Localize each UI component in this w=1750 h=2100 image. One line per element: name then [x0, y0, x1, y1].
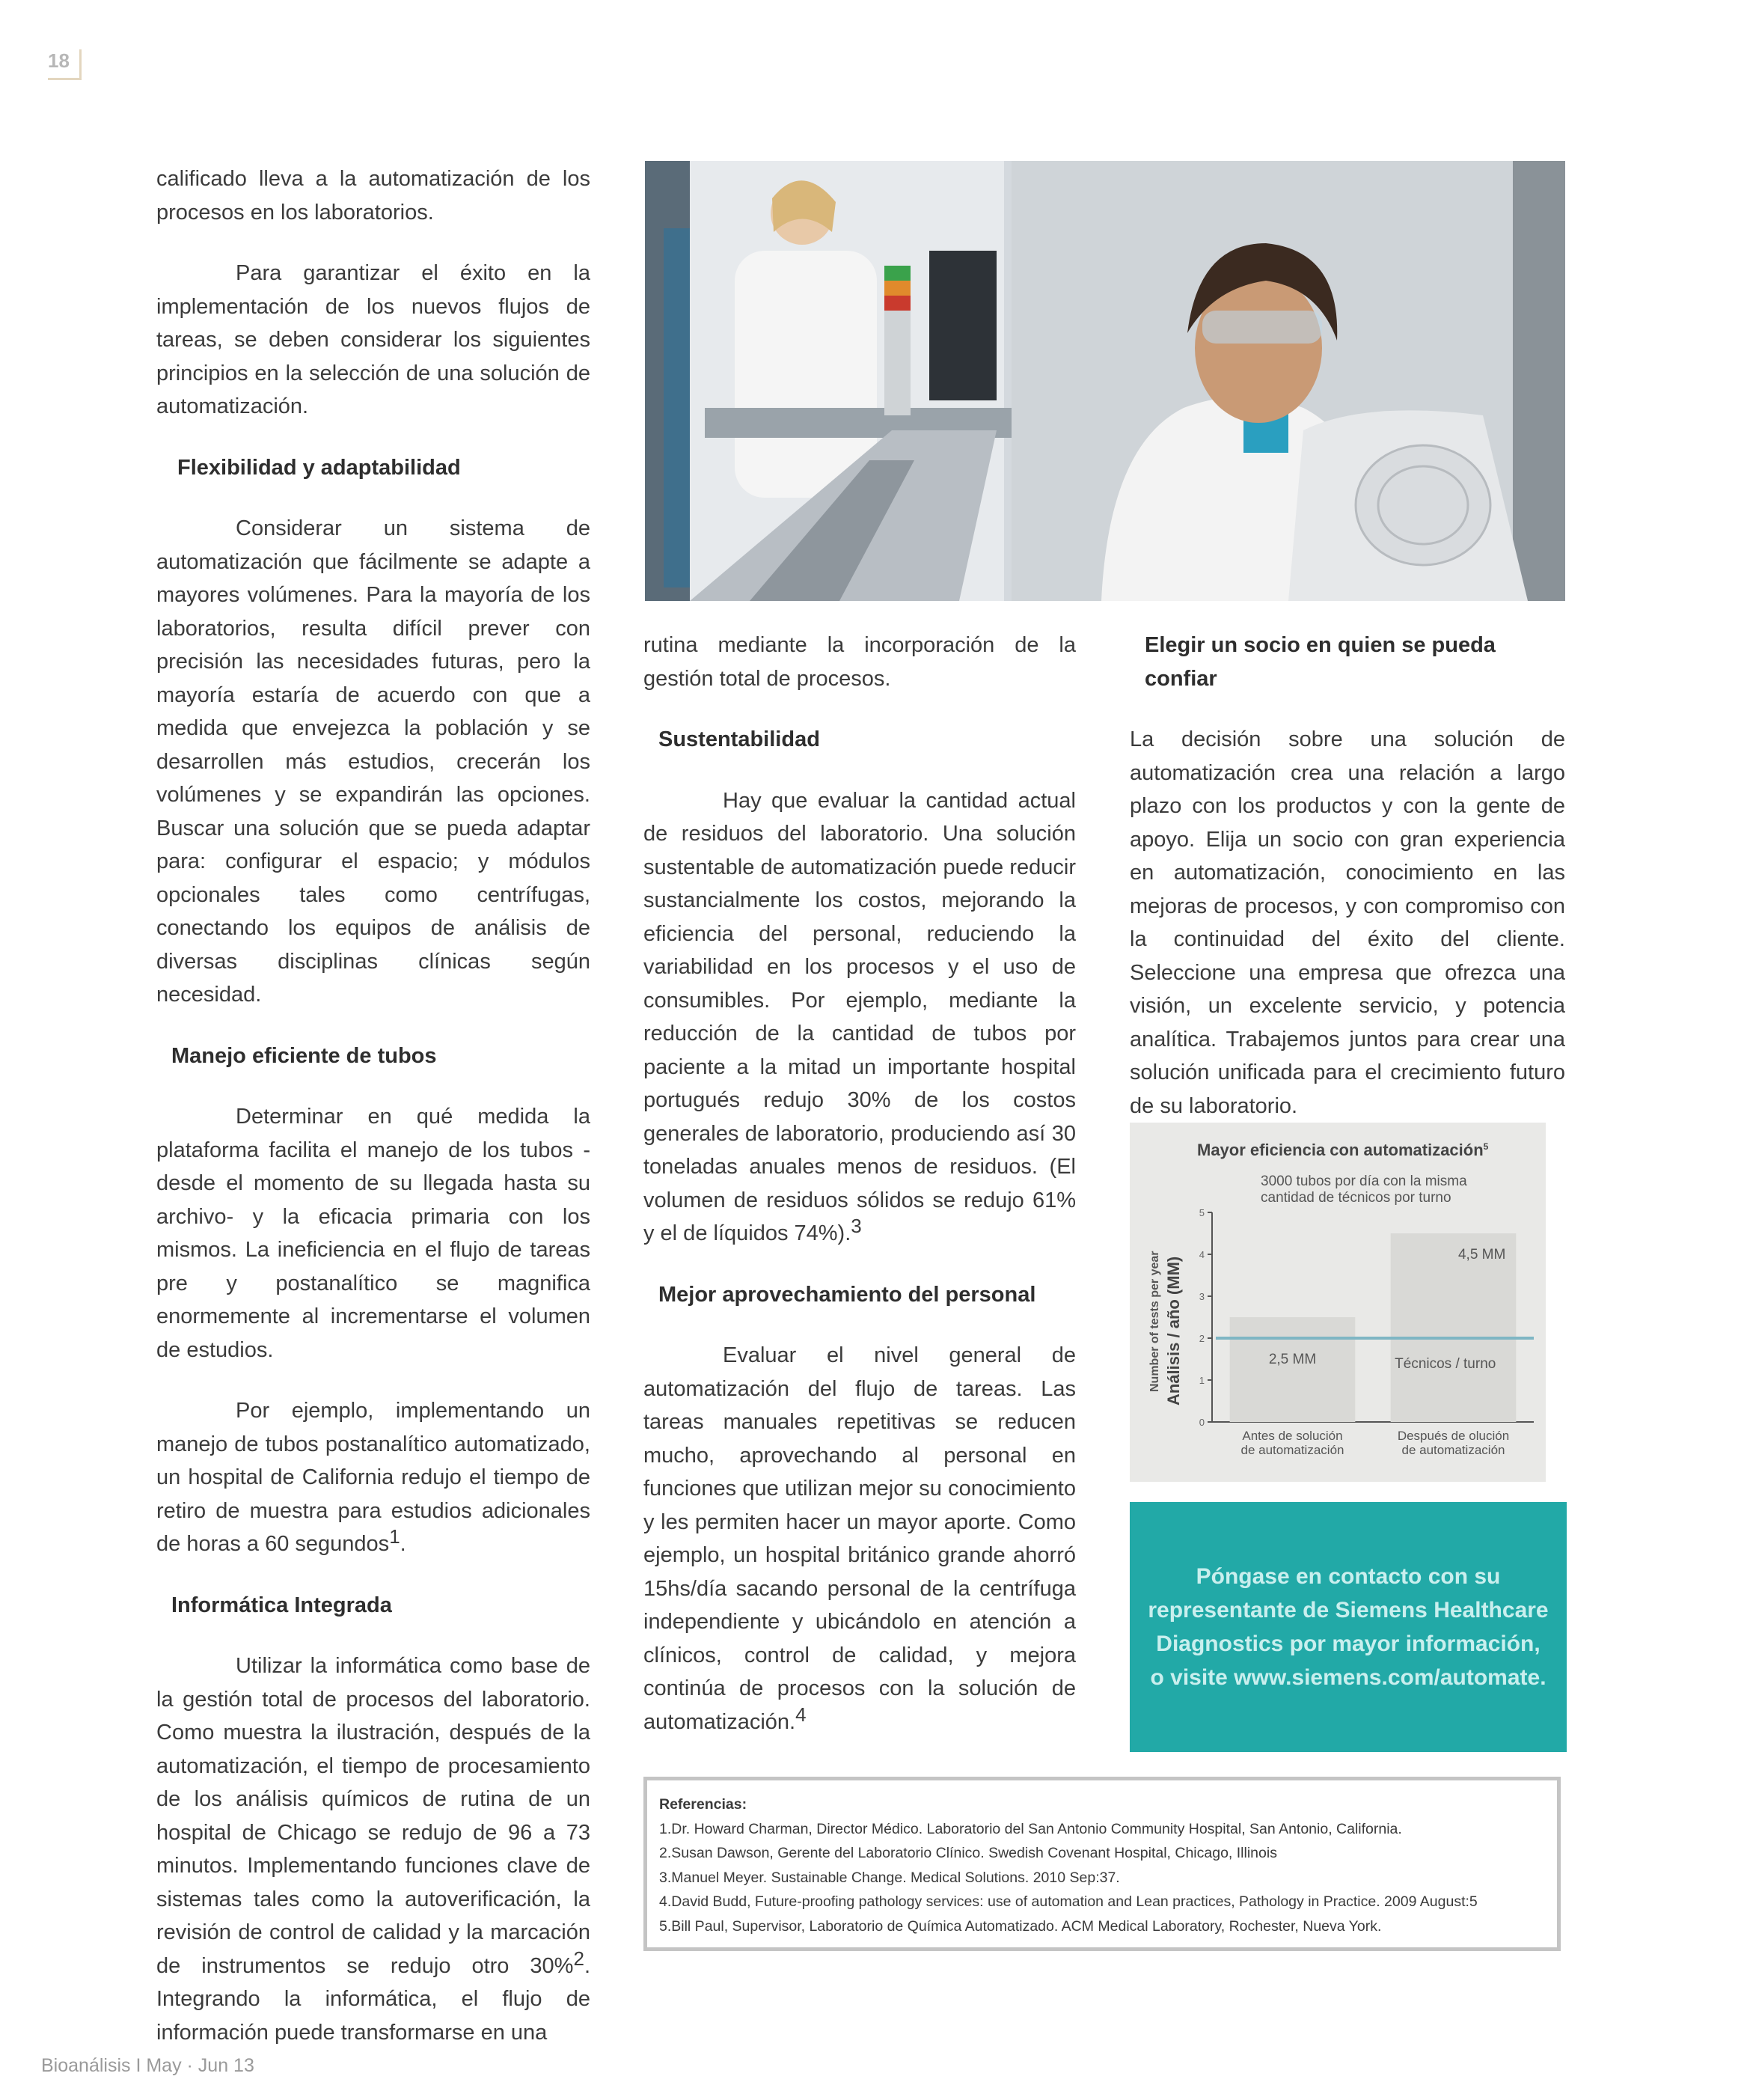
- chart-value-label: 2,5 MM: [1268, 1352, 1317, 1367]
- footer: Bioanálisis I May · Jun 13: [41, 2055, 254, 2076]
- reference-item: 3.Manuel Meyer. Sustainable Change. Medical Solutions. 2010 Sep:37.: [659, 1869, 1120, 1886]
- chart-value-label: 4,5 MM: [1457, 1247, 1506, 1263]
- footnote-4: 4: [795, 1703, 807, 1726]
- paragraph-ejemplo-end: .: [400, 1532, 406, 1556]
- chart-subtitle-line1: 3000 tubos por día con la misma: [1261, 1173, 1467, 1189]
- paragraph-informatica-end: . Integrando la informática, el flujo de información puede transformarse en una: [156, 1953, 590, 2045]
- chart-category-label: de automatización: [1240, 1443, 1344, 1457]
- paragraph-manejo-tubos: Determinar en qué medida la plataforma facilita el manejo de los tubos - desde el momento de su llegada hasta su archivo- y la eficacia primaria con los mismos. La ineficiencia en el flujo de tareas pre y postanalítico se magnifica enormemente al incrementarse el volumen de estudios.: [156, 1105, 590, 1362]
- paragraph-rutina: rutina mediante la incorporación de la gestión total de procesos.: [643, 633, 1076, 691]
- contact-box: [1130, 1502, 1567, 1752]
- laboratory-photo: [645, 161, 1565, 601]
- paragraph-flexibilidad: Considerar un sistema de automatización que fácilmente se adapte a mayores volúmenes. Para la mayoría de los laboratorios, resulta difícil prever con precisión las necesidades futuras, pero la mayoría estaría de acuerdo con que a medida que envejezca la población y se desarrollen más estudios, crecerán los volúmenes y se expandirán las opciones. Buscar una solución que se pueda adaptar para: configurar el espacio; y módulos opcionales tales como centrífugas, conectando los equipos de análisis de diversas disciplinas clínicas según necesidad.: [156, 516, 590, 1007]
- references-title: Referencias:: [659, 1796, 747, 1813]
- chart-subtitle-line2: cantidad de técnicos por turno: [1261, 1190, 1451, 1206]
- footnote-1: 1: [389, 1525, 400, 1548]
- chart-y-tick-label: 5: [1199, 1207, 1205, 1218]
- footnote-2: 2: [573, 1947, 584, 1970]
- heading-manejo-tubos: Manejo eficiente de tubos: [171, 1043, 437, 1068]
- chart-ylabel-en: Number of tests per year: [1148, 1251, 1161, 1392]
- chart-category-label: Después de olución: [1397, 1429, 1510, 1443]
- paragraph-sustentabilidad: [643, 784, 1076, 1251]
- chart-title: Mayor eficiencia con automatización$^5$: [1197, 1141, 1489, 1159]
- chart-y-tick-label: 4: [1199, 1249, 1205, 1260]
- chart-y-tick-label: 3: [1199, 1291, 1205, 1302]
- page-number: 18: [48, 49, 82, 80]
- paragraph-garantizar: Para garantizar el éxito en la implementación de los nuevos flujos de tareas, se deben considerar los siguientes principios en la selección de una solución de automatización.: [156, 261, 590, 418]
- column-2: [643, 629, 1076, 1739]
- reference-item: 5.Bill Paul, Supervisor, Laboratorio de Química Automatizado. ACM Medical Laboratory, Rochester, Nueva York.: [659, 1917, 1382, 1935]
- chart-y-tick-label: 0: [1199, 1417, 1205, 1428]
- chart-y-tick-label: 1: [1199, 1375, 1205, 1386]
- heading-flexibilidad: Flexibilidad y adaptabilidad: [177, 455, 461, 480]
- paragraph-personal-text: Evaluar el nivel general de automatización del flujo de tareas. Las tareas manuales repetitivas se reducen mucho, aprovechando al personal en funciones que utilizan mejor su conocimiento y les permiten hacer un mayor aporte. Como ejemplo, un hospital británico grande ahorró 15hs/día sacando personal de la centrífuga independiente y ubicándolo en atención a clínicos, control de calidad, y mejora continúa de procesos con la solución de automatización.: [643, 1343, 1076, 1734]
- heading-informatica: Informática Integrada: [171, 1593, 392, 1617]
- paragraph-sustentabilidad-text: Hay que evaluar la cantidad actual de residuos del laboratorio. Una solución sustentable de automatización puede reducir sustancialmente los costos, mejorando la eficiencia del personal, reduciendo la variabilidad en los procesos y el uso de consumibles. Por ejemplo, mediante la reducción de la cantidad de tubos por paciente a la mitad un importante hospital portugués redujo 30% de los costos generales de laboratorio, produciendo así 30 toneladas anuales menos de residuos. (El volumen de residuos sólidos se redujo 61% y el de líquidos 74%).: [643, 788, 1076, 1245]
- column-3: [1130, 629, 1565, 1123]
- chart-y-tick-label: 2: [1199, 1333, 1205, 1344]
- column-1: [156, 162, 590, 2049]
- paragraph-intro: calificado lleva a la automatización de los procesos en los laboratorios.: [156, 167, 590, 225]
- reference-item: 1.Dr. Howard Charman, Director Médico. Laboratorio del San Antonio Community Hospital, San Antonio, California.: [659, 1820, 1402, 1837]
- paragraph-socio: La decisión sobre una solución de automatización crea una relación a largo plazo con los productos y con la gente de apoyo. Elija un socio con gran experiencia en automatización, conocimiento en las mejoras de procesos, y con compromiso con la continuidad del éxito del cliente. Seleccione una empresa que ofrezca una visión, un excelente servicio, y potencia analítica. Trabajemos juntos para crear una solución unificada para el crecimiento futuro de su laboratorio.: [1130, 727, 1565, 1118]
- reference-item: 2.Susan Dawson, Gerente del Laboratorio Clínico. Swedish Covenant Hospital, Chicago, Illinois: [659, 1845, 1277, 1861]
- contact-text: Póngase en contacto con su representante de Siemens Healthcare Diagnostics por mayor información, o visite www.siemens.com/automate.: [1148, 1564, 1549, 1690]
- references-box: [643, 1777, 1561, 1951]
- heading-socio: Elegir un socio en quien se pueda confiar: [1145, 633, 1496, 691]
- paragraph-ejemplo-text: Por ejemplo, implementando un manejo de tubos postanalítico automatizado, un hospital de California redujo el tiempo de retiro de muestra para estudios adicionales de horas a 60 segundos: [156, 1399, 590, 1556]
- heading-sustentabilidad: Sustentabilidad: [658, 727, 820, 751]
- chart-ylabel: Análisis / año (MM): [1164, 1256, 1183, 1405]
- chart-reference-label: Técnicos / turno: [1395, 1356, 1496, 1372]
- efficiency-chart: [1130, 1123, 1546, 1482]
- paragraph-ejemplo: [156, 1394, 590, 1561]
- chart-category-label: de automatización: [1401, 1443, 1505, 1457]
- heading-personal: Mejor aprovechamiento del personal: [658, 1282, 1036, 1307]
- paragraph-informatica: [156, 1649, 590, 2049]
- chart-category-label: Antes de solución: [1242, 1429, 1343, 1443]
- paragraph-personal: [643, 1339, 1076, 1739]
- paragraph-informatica-text: Utilizar la informática como base de la gestión total de procesos del laboratorio. Como muestra la ilustración, después de la automatización, el tiempo de procesamiento de los análisis químicos de rutina de un hospital de Chicago se redujo de 96 a 73 minutos. Implementando funciones clave de sistemas tales como la autoverificación, la revisión de control de calidad y la marcación de instrumentos se redujo otro 30%: [156, 1654, 590, 1978]
- footnote-3: 3: [851, 1215, 862, 1237]
- reference-item: 4.David Budd, Future-proofing pathology services: use of automation and Lean practices, Pathology in Practice. 2009 August:5: [659, 1893, 1478, 1910]
- chart-bar: [1230, 1317, 1356, 1422]
